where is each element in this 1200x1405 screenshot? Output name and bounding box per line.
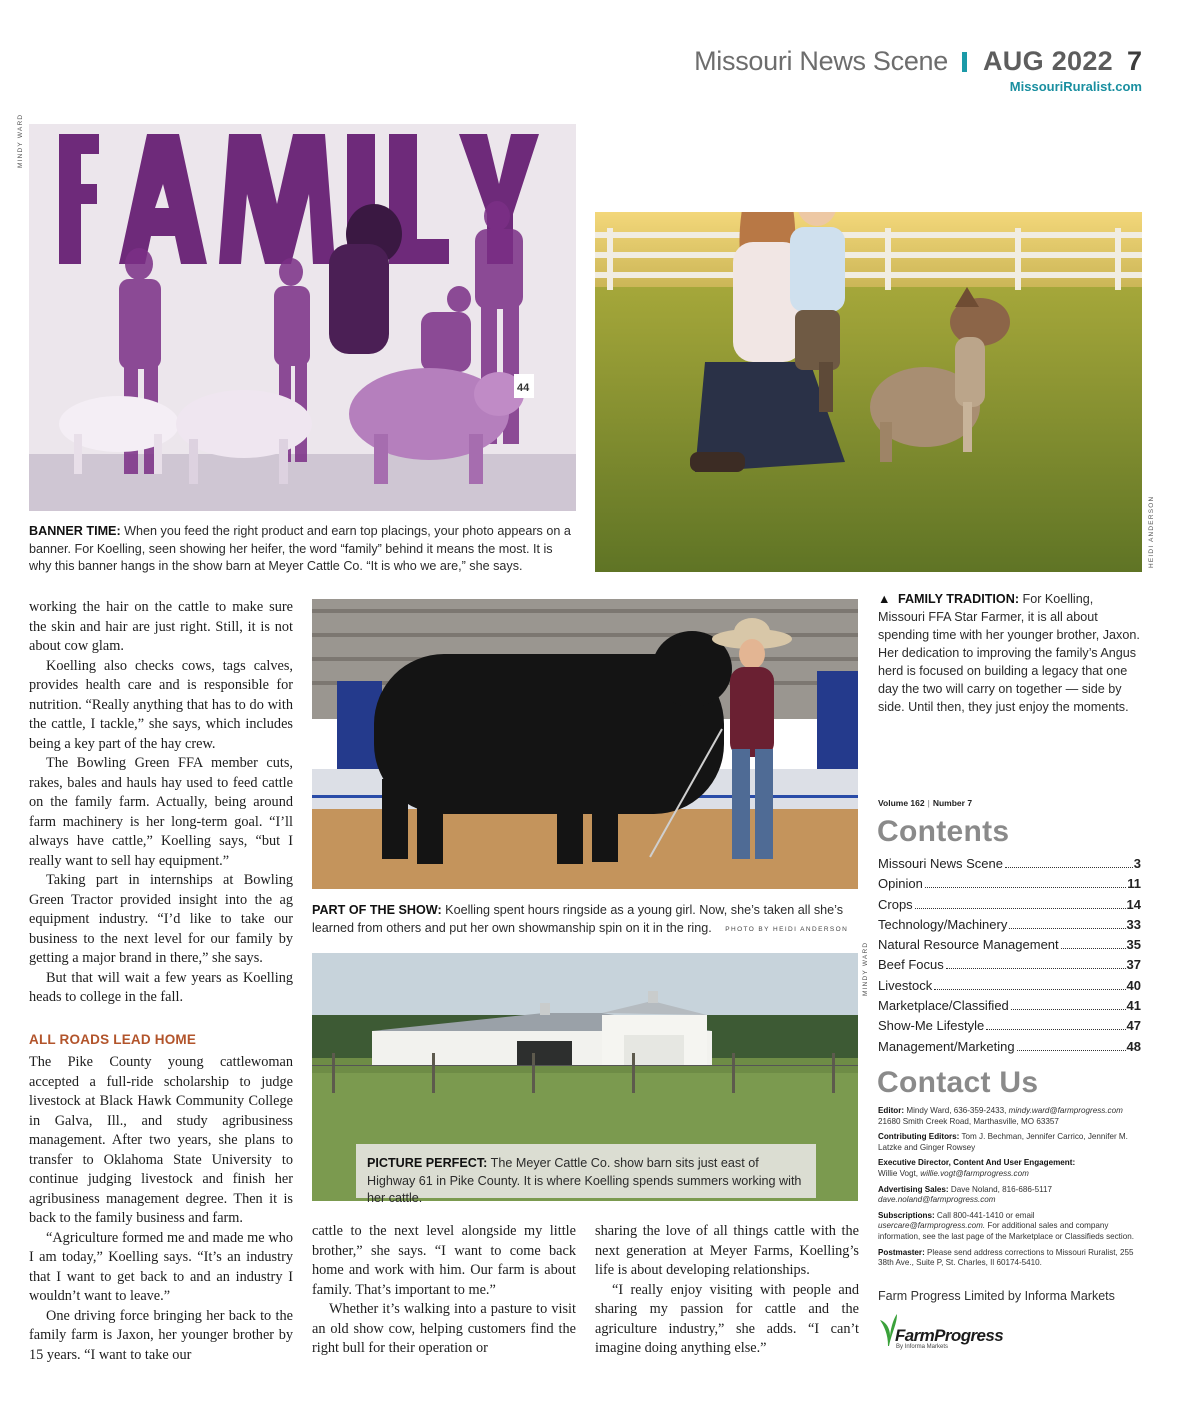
website-link[interactable]: MissouriRuralist.com — [1009, 79, 1142, 94]
banner-caption-lead: BANNER TIME: — [29, 524, 121, 538]
contact-email[interactable]: mindy.ward@farmprogress.com — [1008, 1106, 1123, 1115]
show-caption — [312, 902, 860, 938]
contact-text: Dave Noland, 816-686-5117 — [950, 1184, 1052, 1194]
contact-label: Advertising Sales: — [878, 1184, 949, 1194]
toc-item[interactable] — [878, 935, 1141, 955]
toc-page: 3 — [1133, 856, 1141, 871]
barn-caption — [367, 1155, 809, 1208]
logo-tagline: By Informa Markets — [896, 1344, 949, 1350]
toc-item[interactable] — [878, 955, 1141, 975]
article-paragraph: sharing the love of all things cattle with the next generation at Meyer Farms, Koelling’s life is about developing relationships. — [595, 1223, 859, 1278]
contact-email[interactable]: dave.noland@farmprogress.com — [878, 1195, 996, 1205]
toc-item[interactable] — [878, 996, 1141, 1016]
article-subhead: ALL ROADS LEAD HOME — [29, 1031, 197, 1047]
article-paragraph: Taking part in internships at Bowling Green Tractor provided insight into the ag equipment industry. “I’d like to take our business to the next level for our family by getting a major brand in there,” she says. — [29, 872, 293, 966]
toc-item[interactable] — [878, 1016, 1141, 1036]
toc-page: 40 — [1126, 977, 1141, 993]
logo-wordmark: FarmProgress — [895, 1326, 1004, 1345]
banner-photo-art — [29, 124, 576, 511]
toc-leader — [1017, 1050, 1126, 1051]
toc-page: 14 — [1126, 896, 1141, 912]
toc-page: 41 — [1126, 998, 1141, 1014]
article-paragraph: But that will wait a few years as Koelling heads to college in the fall. — [29, 969, 293, 1005]
issue-number: Number 7 — [932, 798, 973, 808]
header-line — [694, 44, 1142, 78]
show-photo-credit: PHOTO BY HEIDI ANDERSON — [725, 925, 849, 933]
toc-page: 48 — [1126, 1038, 1141, 1054]
family-photo-art — [595, 212, 1142, 572]
contact-label: Subscriptions: — [878, 1210, 935, 1220]
contact-label: Postmaster: — [878, 1247, 925, 1257]
toc-leader — [915, 908, 1126, 909]
contact-advertising — [878, 1185, 1143, 1206]
contact-text: For additional sales and company information, see the last page of the Marketplace or Classifieds section. — [878, 1221, 1134, 1241]
article-paragraph: Koelling also checks cows, tags calves, provides health care and is responsible for nutrition. “Really anything that has to do with the cattle, I tackle,” she says, which includes being a key part of the hay crew. — [29, 657, 293, 752]
banner-caption-text: When you feed the right product and earn top placings, your photo appears on a banner. For Koelling, seen showing her heifer, the word “family” behind it means the most. It is why this banner hangs in the show barn at Meyer Cattle Co. “It is who we are,” she says. — [29, 524, 571, 574]
contact-text: Willie Vogt, — [878, 1168, 919, 1178]
contact-heading: Contact Us — [877, 1066, 1039, 1099]
svg-text:44: 44 — [517, 382, 530, 394]
toc-leader — [1011, 1009, 1126, 1010]
toc-leader — [986, 1029, 1125, 1030]
article-paragraph: working the hair on the cattle to make sure the skin and hair are just right. Still, it is not about cow glam. — [29, 599, 293, 654]
toc-label: Beef Focus — [878, 957, 944, 973]
header-divider — [962, 52, 967, 72]
toc-label: Management/Marketing — [878, 1038, 1015, 1054]
banner-caption — [29, 523, 576, 576]
farm-progress-logo[interactable] — [878, 1312, 1013, 1352]
volume-info — [878, 798, 972, 808]
contact-executive — [878, 1158, 1143, 1179]
toc-label: Marketplace/Classified — [878, 998, 1009, 1014]
article-paragraph: “I really enjoy visiting with people and sharing my passion for cattle and the agriculture industry,” she adds. “I can’t imagine doing anything else.” — [595, 1281, 859, 1356]
contact-text: Please send address corrections to Missouri Ruralist, 255 38th Ave., Suite P, St. Charles, Il 60174-5410. — [878, 1247, 1134, 1268]
contact-contributing — [878, 1132, 1143, 1153]
toc-leader — [946, 968, 1126, 969]
toc-label: Natural Resource Management — [878, 937, 1059, 953]
contact-editor — [878, 1106, 1143, 1127]
contact-email[interactable]: usercare@farmprogress.com. — [878, 1221, 986, 1231]
toc-leader — [934, 989, 1125, 990]
toc-item[interactable] — [878, 895, 1141, 915]
show-caption-lead: PART OF THE SHOW: — [312, 903, 442, 917]
contact-label: Editor: — [878, 1106, 905, 1115]
toc-label: Livestock — [878, 977, 933, 993]
volume-separator: | — [927, 798, 930, 808]
banner-photo — [29, 124, 576, 511]
show-caption-text: Koelling spent hours ringside as a young girl. Now, she’s taken all she’s learned from others and put her own showmanship spin on it in the ring. — [312, 903, 844, 935]
toc-page: 35 — [1126, 937, 1141, 953]
contact-label: Executive Director, Content And User Engagement: — [878, 1158, 1076, 1168]
family-photo — [595, 212, 1142, 572]
family-caption-text: For Koelling, Missouri FFA Star Farmer, it is all about spending time with her younger brother, Jaxon. Her dedication to improving the family’s Angus herd is focused on building a legacy that one day the two will carry on together — side by side. Until then, they just enjoy the moments. — [878, 592, 1140, 714]
toc-leader — [1061, 948, 1126, 949]
toc-leader — [925, 887, 1126, 888]
contact-text: Tom J. Bechman, Jennifer Carrico, Jennifer M. Latzke and Ginger Rowsey — [878, 1132, 1128, 1152]
section-name: Missouri News Scene — [694, 46, 948, 76]
toc-label: Technology/Machinery — [878, 916, 1008, 932]
article-paragraph: The Pike County young cattlewoman accepted a full-ride scholarship to judge livestock at Black Hawk Community College in Galva, Ill., and study agribusiness management. After two years, she plans to transfer to Oklahoma State University to continue judging livestock and finish her agribusiness management degree. Then it is back to the family business and farm. — [29, 1054, 293, 1226]
contact-text: Mindy Ward, 636-359-2433, — [906, 1106, 1007, 1115]
contact-list — [878, 1106, 1143, 1274]
contents-heading: Contents — [877, 815, 1010, 848]
barn-caption-text: The Meyer Cattle Co. show barn sits just east of Highway 61 in Pike County. It is where Koelling spends summers working with her cattle. — [367, 1156, 802, 1206]
article-paragraph: “Agriculture formed me and made me who I am today,” Koelling says. “It’s an industry that I want to get back to and an industry I wouldn’t want to leave.” — [29, 1229, 293, 1304]
barn-photo-credit: MINDY WARD — [862, 941, 869, 996]
toc-page: 47 — [1126, 1018, 1141, 1034]
family-photo-credit: HEIDI ANDERSON — [1148, 495, 1155, 568]
page-number: 7 — [1126, 46, 1142, 76]
table-of-contents — [878, 854, 1141, 1057]
toc-item[interactable] — [878, 854, 1141, 874]
volume-number: Volume 162 — [878, 798, 925, 808]
article-column-3 — [595, 1222, 859, 1359]
toc-label: Crops — [878, 896, 913, 912]
family-caption-lead: FAMILY TRADITION: — [897, 592, 1020, 606]
toc-label: Opinion — [878, 876, 923, 892]
article-paragraph: One driving force bringing her back to the family farm is Jaxon, her younger brother by 15 years. “I want to take our — [29, 1307, 293, 1363]
toc-page: 33 — [1126, 916, 1141, 932]
article-column-2 — [312, 1222, 576, 1359]
publisher-line: Farm Progress Limited by Informa Markets — [878, 1289, 1115, 1303]
toc-page: 11 — [1127, 876, 1141, 892]
contact-subscriptions — [878, 1211, 1143, 1243]
article-paragraph: Whether it’s walking into a pasture to visit an old show cow, helping customers find the right bull for their operation or — [312, 1301, 576, 1356]
toc-item[interactable] — [878, 915, 1141, 935]
toc-label: Missouri News Scene — [878, 856, 1003, 871]
barn-caption-lead: PICTURE PERFECT: — [367, 1156, 488, 1170]
toc-leader — [1009, 928, 1125, 929]
article-paragraph: cattle to the next level alongside my little brother,” she says. “I want to come back home and work with him. Our farm is about family. That’s important to me.” — [312, 1223, 576, 1298]
contact-postmaster — [878, 1248, 1143, 1269]
banner-photo-credit: MINDY WARD — [17, 113, 24, 168]
page-header — [694, 44, 1142, 94]
article-column-1 — [29, 598, 293, 1365]
contact-address: 21680 Smith Creek Road, Marthasville, MO 63357 — [878, 1116, 1059, 1126]
toc-label: Show-Me Lifestyle — [878, 1018, 985, 1034]
toc-leader — [1005, 867, 1133, 868]
toc-item[interactable] — [878, 976, 1141, 996]
issue-date: AUG 2022 — [983, 46, 1113, 76]
family-caption-arrow: ▲ — [878, 592, 891, 606]
family-caption — [878, 590, 1142, 716]
contact-text: Call 800-441-1410 or email — [936, 1210, 1035, 1220]
toc-page: 37 — [1126, 957, 1141, 973]
contact-email[interactable]: willie.vogt@farmprogress.com — [920, 1168, 1029, 1178]
toc-item[interactable] — [878, 874, 1141, 894]
contact-label: Contributing Editors: — [878, 1132, 960, 1142]
show-ring-photo — [312, 599, 858, 889]
article-paragraph: The Bowling Green FFA member cuts, rakes, bales and hauls hay used to feed cattle on the family farm. Actually, being around farm machinery is her long-term goal. “I’ll always have cattle,” Koelling says, “but I really want to sell hay equipment.” — [29, 755, 293, 869]
toc-item[interactable] — [878, 1037, 1141, 1057]
show-ring-photo-art — [312, 599, 858, 889]
